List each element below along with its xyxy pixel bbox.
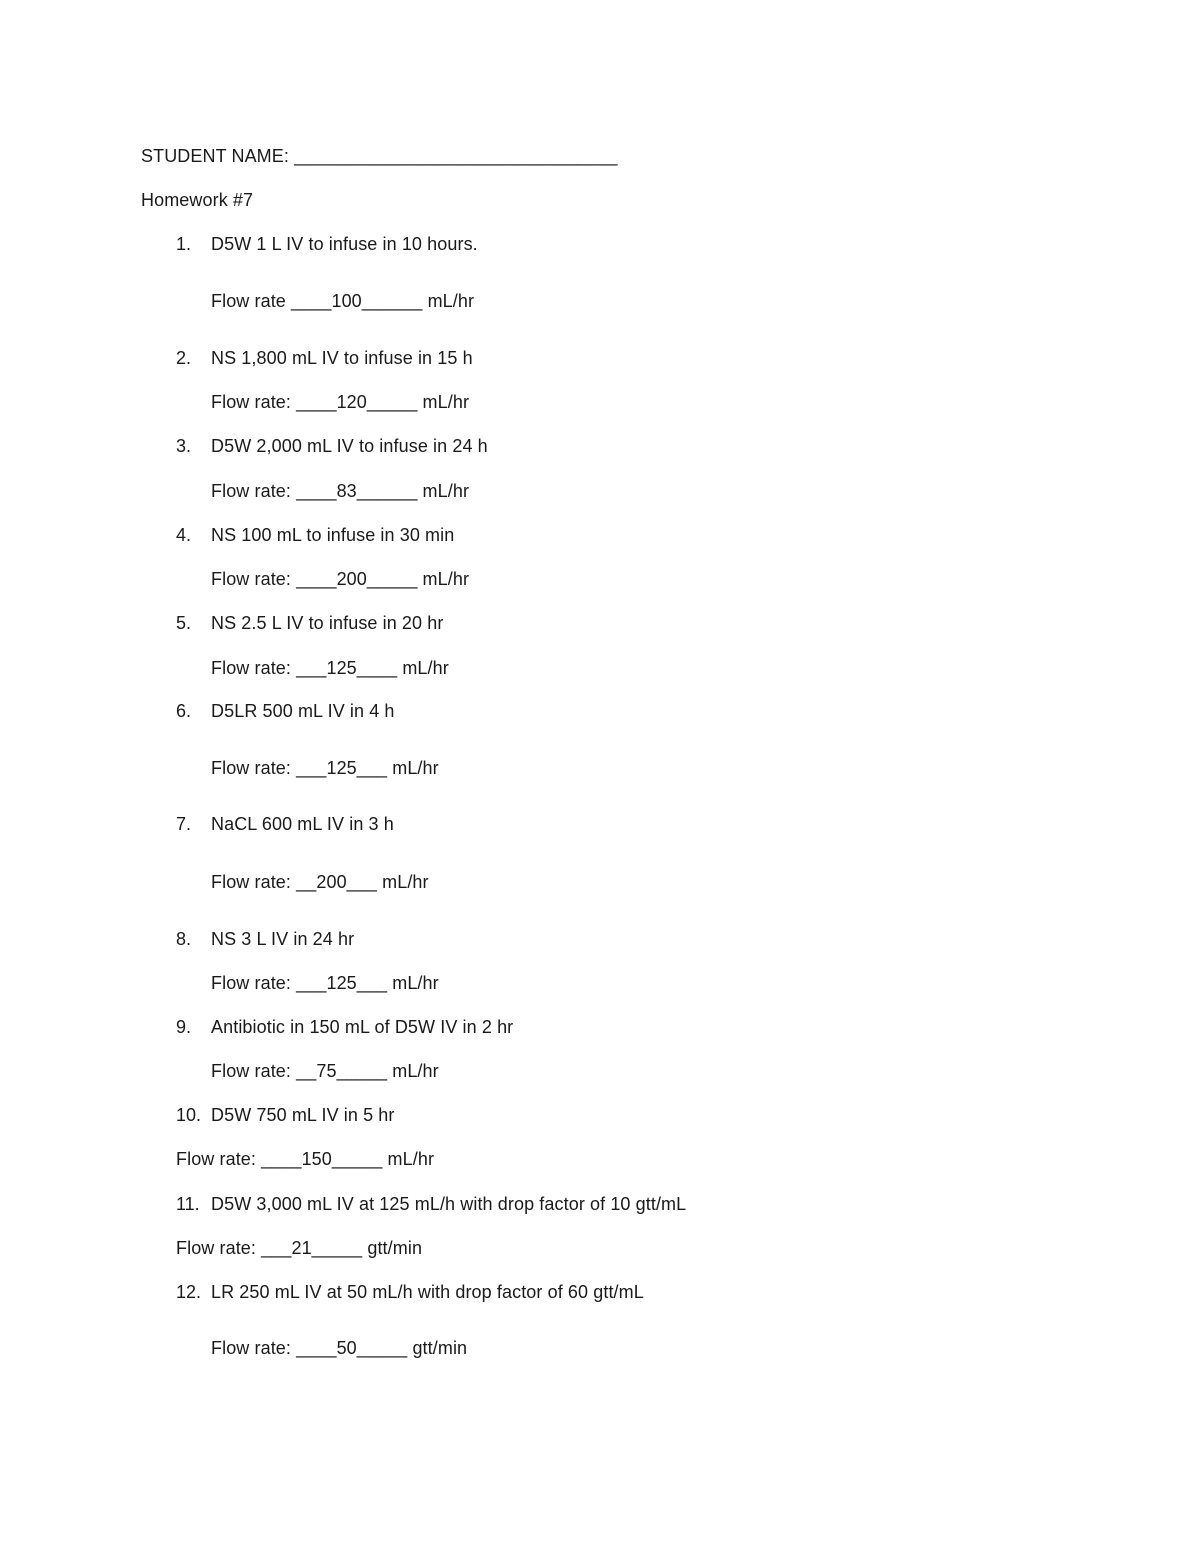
item-number: 12. (176, 1282, 202, 1302)
item-number: 9. (176, 1017, 192, 1037)
item-question: D5LR 500 mL IV in 4 h (211, 701, 395, 721)
item-number: 10. (176, 1105, 202, 1125)
item-answer: Flow rate ____100______ mL/hr (211, 291, 475, 311)
item-answer: Flow rate: __75_____ mL/hr (211, 1061, 439, 1081)
item-question: D5W 3,000 mL IV at 125 mL/h with drop factor of 10 gtt/mL (211, 1194, 687, 1214)
item-question: NaCL 600 mL IV in 3 h (211, 814, 394, 834)
item-answer: Flow rate: ____200_____ mL/hr (211, 569, 470, 589)
item-number: 7. (176, 814, 192, 834)
item-answer: Flow rate: ____120_____ mL/hr (211, 392, 470, 412)
item-answer: Flow rate: ____50_____ gtt/min (211, 1338, 468, 1358)
item-number: 6. (176, 701, 192, 721)
item-answer: Flow rate: ___125___ mL/hr (211, 973, 439, 993)
homework-title: Homework #7 (141, 190, 254, 210)
item-answer: Flow rate: ____83______ mL/hr (211, 481, 470, 501)
item-question: NS 2.5 L IV to infuse in 20 hr (211, 613, 444, 633)
item-answer: Flow rate: ___125____ mL/hr (211, 658, 449, 678)
student-name-line: STUDENT NAME: ________________________________ (141, 146, 618, 166)
item-number: 5. (176, 613, 192, 633)
item-question: D5W 2,000 mL IV to infuse in 24 h (211, 436, 488, 456)
item-number: 11. (176, 1194, 200, 1214)
item-number: 2. (176, 348, 192, 368)
item-question: Antibiotic in 150 mL of D5W IV in 2 hr (211, 1017, 514, 1037)
item-answer: Flow rate: ____150_____ mL/hr (176, 1149, 435, 1169)
item-number: 1. (176, 234, 192, 254)
item-number: 8. (176, 929, 192, 949)
item-question: LR 250 mL IV at 50 mL/h with drop factor of 60 gtt/mL (211, 1282, 644, 1302)
item-number: 4. (176, 525, 192, 545)
item-question: NS 3 L IV in 24 hr (211, 929, 355, 949)
item-number: 3. (176, 436, 192, 456)
item-answer: Flow rate: ___125___ mL/hr (211, 758, 439, 778)
item-question: D5W 1 L IV to infuse in 10 hours. (211, 234, 478, 254)
item-question: NS 1,800 mL IV to infuse in 15 h (211, 348, 473, 368)
item-answer: Flow rate: ___21_____ gtt/min (176, 1238, 423, 1258)
item-question: NS 100 mL to infuse in 30 min (211, 525, 455, 545)
item-question: D5W 750 mL IV in 5 hr (211, 1105, 395, 1125)
item-answer: Flow rate: __200___ mL/hr (211, 872, 429, 892)
